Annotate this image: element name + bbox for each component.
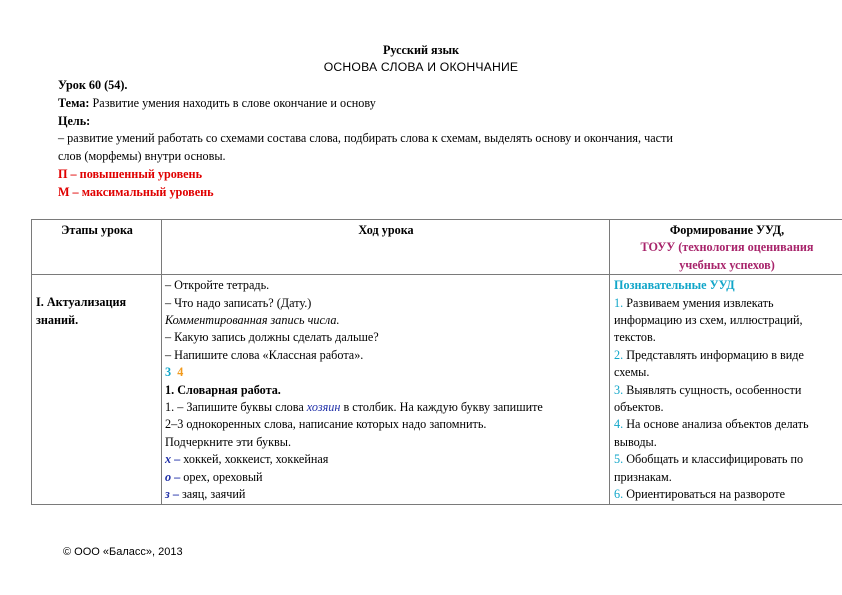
table-row: [32, 275, 842, 505]
uud-text: информацию из схем, иллюстраций,: [614, 313, 803, 328]
header-uud: [610, 220, 842, 275]
goal-label: Цель:: [58, 114, 91, 128]
section-title: 1. Словарная работа.: [165, 382, 281, 397]
word-row-o: [165, 469, 606, 486]
level-markers: [165, 364, 606, 381]
uud-cell: [610, 275, 842, 505]
uud-item-3: [614, 382, 841, 399]
word-row-x: [165, 451, 606, 468]
uud-num: 3.: [614, 382, 624, 397]
uud-text: На основе анализа объектов делать: [623, 417, 809, 432]
uud-num: 6.: [614, 487, 624, 502]
header-uud-title: Формирование УУД,: [669, 223, 785, 237]
stage-line-2: знаний.: [36, 312, 79, 327]
uud-title: Познавательные УУД: [614, 278, 735, 293]
footer-copyright: © ООО «Баласс», 2013: [63, 546, 183, 558]
stage-line-1: I. Актуализация: [36, 295, 127, 310]
uud-text: Представлять информацию в виде: [623, 347, 804, 362]
level-marker-4: 4: [177, 365, 184, 380]
table-header-row: [32, 220, 842, 275]
lesson-number: Урок 60 (54).: [58, 78, 128, 92]
header-course-label: Ход урока: [358, 223, 414, 237]
uud-text: текстов.: [614, 330, 656, 345]
goal-line-1: – развитие умений работать со схемами состава слова, подбирать слова к схемам, выделять основу и окончания, части: [58, 131, 673, 145]
uud-text: схемы.: [614, 365, 650, 380]
uud-item-5: [614, 451, 841, 468]
course-text: 1. – Запишите буквы слова: [165, 400, 307, 415]
course-line: Подчеркните эти буквы.: [165, 434, 291, 449]
header-stages-label: Этапы урока: [61, 223, 133, 237]
uud-text: выводы.: [614, 434, 657, 449]
goal-line-2: слов (морфемы) внутри основы.: [58, 149, 226, 163]
letter-o: о: [165, 469, 172, 484]
uud-num: 2.: [614, 347, 624, 362]
uud-num: 5.: [614, 452, 624, 467]
uud-item-2: [614, 347, 841, 364]
header-uud-line3: учебных успехов): [679, 257, 775, 272]
topic-title: ОСНОВА СЛОВА И ОКОНЧАНИЕ: [323, 60, 519, 74]
word-row-z: [165, 486, 606, 503]
course-line: – Откройте тетрадь.: [165, 278, 270, 293]
dash: –: [169, 487, 182, 502]
uud-text: Выявлять сущность, особенности: [623, 382, 802, 397]
course-cell: [162, 275, 610, 505]
course-text: в столбик. На каждую букву запишите: [340, 400, 543, 415]
uud-text: Ориентироваться на развороте: [623, 487, 786, 502]
subject-title: Русский язык: [382, 43, 460, 57]
words-o: орех, ореховый: [183, 469, 263, 484]
dash: –: [171, 452, 184, 467]
letter-z: з: [165, 487, 170, 502]
dictionary-word: хозяин: [306, 400, 341, 415]
header-course: [162, 220, 610, 275]
header-uud-line2: ТОУУ (технология оценивания: [640, 240, 814, 255]
course-line: [165, 399, 606, 416]
words-z: заяц, заячий: [181, 487, 246, 502]
words-x: хоккей, хоккеист, хоккейная: [183, 452, 329, 467]
uud-text: объектов.: [614, 400, 664, 415]
lesson-table: [31, 219, 842, 505]
level-marker-3: 3: [165, 365, 172, 380]
uud-item-1: [614, 295, 841, 312]
uud-text: признакам.: [614, 469, 672, 484]
theme-label: Тема:: [58, 96, 90, 110]
uud-num: 4.: [614, 417, 624, 432]
header-stages: [32, 220, 162, 275]
dash: –: [171, 469, 184, 484]
course-line: Комментированная запись числа.: [165, 313, 340, 328]
course-line: 2–3 однокоренных слова, написание которых надо запомнить.: [165, 417, 487, 432]
theme-text: Развитие умения находить в слове окончание и основу: [89, 96, 376, 110]
course-line: – Что надо записать? (Дату.): [165, 295, 312, 310]
uud-num: 1.: [614, 295, 624, 310]
level-m: М – максимальный уровень: [58, 185, 214, 199]
uud-text: Обобщать и классифицировать по: [623, 452, 804, 467]
level-p: П – повышенный уровень: [58, 167, 203, 181]
theme-line: [58, 96, 376, 111]
course-line: – Напишите слова «Классная работа».: [165, 347, 364, 362]
uud-item-4: [614, 416, 841, 433]
uud-text: Развиваем умения извлекать: [623, 295, 774, 310]
uud-item-6: [614, 486, 841, 503]
course-line: – Какую запись должны сделать дальше?: [165, 330, 379, 345]
letter-x: х: [165, 452, 172, 467]
stage-cell: [32, 275, 162, 505]
